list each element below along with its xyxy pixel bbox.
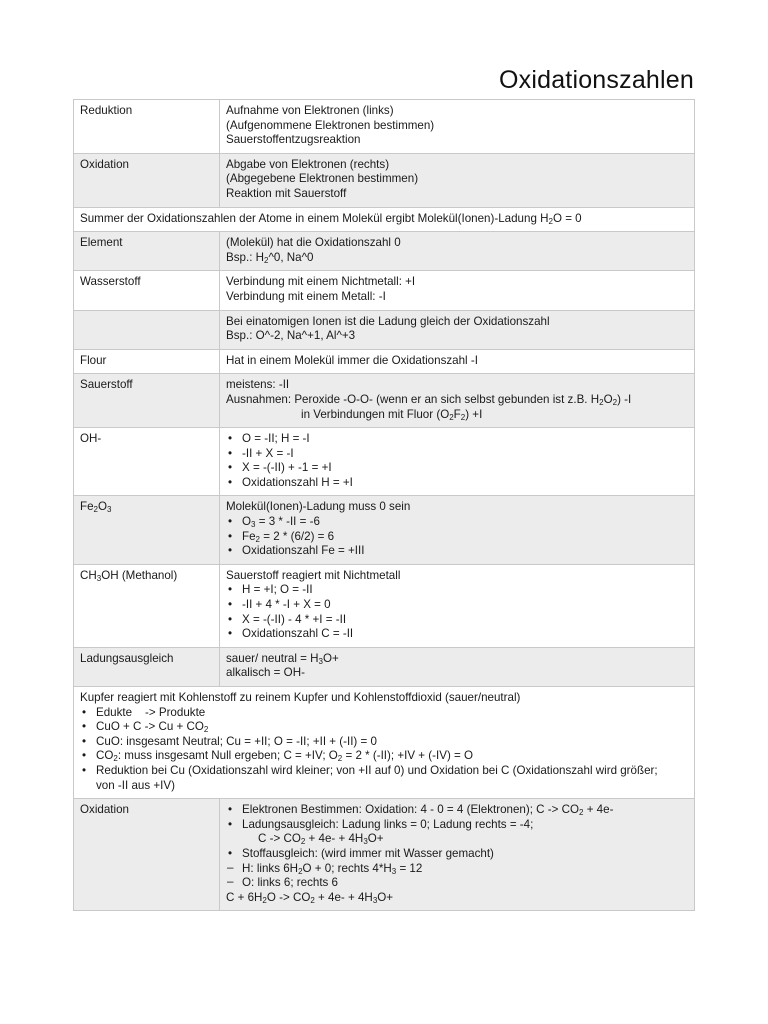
row-label: $Fe_2O_3$ bbox=[74, 496, 220, 564]
row-label bbox=[74, 310, 220, 349]
list-item: • Ladungsausgleich: Ladung links = 0; Ladung rechts = -4; $C -> CO_2 + 4e- + 4H_3O+$ bbox=[226, 818, 688, 847]
row-label: Sauerstoff bbox=[74, 374, 220, 428]
row-content bbox=[220, 428, 695, 496]
row-content: Bei einatomigen Ionen ist die Ladung gleich der Oxidationszahl Bsp.: O^-2, Na^+1, Al^+3 bbox=[220, 310, 695, 349]
row-content: Molekül(Ionen)-Ladung muss 0 sein • $O_3 = 3 * -II = -6$ • $Fe_2 = 2 * (6/2) = 6$ • Oxidationszahl Fe = +III bbox=[220, 496, 695, 564]
list-item: • $O_3 = 3 * -II = -6$ bbox=[226, 515, 688, 530]
table-row bbox=[74, 100, 695, 154]
table-row bbox=[74, 310, 695, 349]
list-item: • O = -II; H = -I bbox=[226, 432, 688, 447]
table-row bbox=[74, 207, 695, 232]
table-row bbox=[74, 687, 695, 799]
bullet-list bbox=[226, 515, 688, 559]
bullet-list bbox=[226, 803, 688, 861]
table-row bbox=[74, 232, 695, 271]
table-row bbox=[74, 428, 695, 496]
row-label: Ladungsausgleich bbox=[74, 647, 220, 686]
list-item: • X = -(-II) - 4 * +I = -II bbox=[226, 613, 688, 628]
table-row bbox=[74, 271, 695, 310]
row-content: Hat in einem Molekül immer die Oxidationszahl -I bbox=[220, 349, 695, 374]
table-row bbox=[74, 799, 695, 911]
row-label: Wasserstoff bbox=[74, 271, 220, 310]
oxidation-table bbox=[73, 99, 695, 911]
table-row bbox=[74, 349, 695, 374]
list-item: • CuO + $C -> Cu + CO_2$ bbox=[80, 720, 688, 735]
row-label: Flour bbox=[74, 349, 220, 374]
list-item: • -II + X = -I bbox=[226, 447, 688, 462]
row-content: Sauerstoff reagiert mit Nichtmetall • H = +I; O = -II • -II + 4 * -I + X = 0 • X = -(-II) - 4 * +I = -II • Oxidationszahl C = -II bbox=[220, 564, 695, 647]
table-row bbox=[74, 647, 695, 686]
row-content: Abgabe von Elektronen (rechts) (Abgegebene Elektronen bestimmen) Reaktion mit Sauerstoff bbox=[220, 153, 695, 207]
list-item: • -II + 4 * -I + X = 0 bbox=[226, 598, 688, 613]
table-row bbox=[74, 374, 695, 428]
list-item: – H: links $6H_2O + 0$; rechts $4*H_3 = 12$ bbox=[226, 862, 688, 877]
list-item: • $CO_2$: muss insgesamt Null ergeben; C = +IV; $O_2 = 2 * (-II)$; +IV + (-IV) = O bbox=[80, 749, 688, 764]
row-content: (Molekül) hat die Oxidationszahl 0 Bsp.: $H_2\^{}0$, Na^0 bbox=[220, 232, 695, 271]
row-content: sauer/ neutral = $H_3O+$ alkalisch = OH- bbox=[220, 647, 695, 686]
row-content: Verbindung mit einem Nichtmetall: +I Verbindung mit einem Metall: -I bbox=[220, 271, 695, 310]
row-content: Aufnahme von Elektronen (links) (Aufgenommene Elektronen bestimmen) Sauerstoffentzugsreaktion bbox=[220, 100, 695, 154]
row-label: Reduktion bbox=[74, 100, 220, 154]
list-item: • Edukte -> Produkte bbox=[80, 706, 688, 721]
final-equation: $C + 6H_2O -> CO_2 + 4e- + 4H_3O+$ bbox=[226, 890, 394, 905]
row-content: Kupfer reagiert mit Kohlenstoff zu reinem Kupfer und Kohlenstoffdioxid (sauer/neutral) • Edukte -> Produkte • CuO + $C -> Cu + CO_2$ • CuO: insgesamt Neutral; Cu = +II; O = -II; +II + (-II) = 0 • $CO_2$: muss insgesamt Null ergeben; C = +IV; $O_2 = 2 * (-II)$; +IV + (-IV) = O • Reduktion bei Cu (Oxidationszahl wird kleiner; von +II auf 0) und Oxidation bei C (Oxidationszahl wird größer; von -II aus +IV) bbox=[74, 687, 695, 799]
bullet-list bbox=[226, 583, 688, 641]
list-item: – O: links 6; rechts 6 bbox=[226, 876, 688, 891]
row-label: Oxidation bbox=[74, 153, 220, 207]
table-row bbox=[74, 564, 695, 647]
list-item: • $Fe_2 = 2 * (6/2) = 6$ bbox=[226, 530, 688, 545]
table-row bbox=[74, 153, 695, 207]
page-title: Oxidationszahlen bbox=[499, 66, 694, 94]
list-item: • Oxidationszahl C = -II bbox=[226, 627, 688, 642]
list-item: • CuO: insgesamt Neutral; Cu = +II; O = -II; +II + (-II) = 0 bbox=[80, 735, 688, 750]
row-content: meistens: -II Ausnahmen: Peroxide -O-O- (wenn er an sich selbst gebunden ist z.B. $H_2O_2$) -I in Verbindungen mit Fluor $(O_2F_2) +I$ bbox=[220, 374, 695, 428]
bullet-list bbox=[226, 432, 688, 490]
list-item: • X = -(-II) + -1 = +I bbox=[226, 461, 688, 476]
row-label: Element bbox=[74, 232, 220, 271]
list-item: • Stoffausgleich: (wird immer mit Wasser gemacht) bbox=[226, 847, 688, 862]
row-label: $CH_3OH$ (Methanol) bbox=[74, 564, 220, 647]
row-content bbox=[220, 799, 695, 911]
table-row bbox=[74, 496, 695, 564]
bullet-list bbox=[80, 706, 688, 794]
row-content: Summer der Oxidationszahlen der Atome in einem Molekül ergibt Molekül(Ionen)-Ladung $H_2O = 0$ bbox=[74, 207, 695, 232]
list-item: • Oxidationszahl H = +I bbox=[226, 476, 688, 491]
row-label: OH- bbox=[74, 428, 220, 496]
list-item: • Reduktion bei Cu (Oxidationszahl wird kleiner; von +II auf 0) und Oxidation bei C (Oxidationszahl wird größer; von -II aus +IV) bbox=[80, 764, 688, 793]
dash-list bbox=[226, 862, 688, 891]
list-item: • Elektronen Bestimmen: Oxidation: 4 - 0 = 4 (Elektronen); $C -> CO_2 + 4e-$ bbox=[226, 803, 688, 818]
list-item: • Oxidationszahl Fe = +III bbox=[226, 544, 688, 559]
list-item: • H = +I; O = -II bbox=[226, 583, 688, 598]
row-label: Oxidation bbox=[74, 799, 220, 911]
